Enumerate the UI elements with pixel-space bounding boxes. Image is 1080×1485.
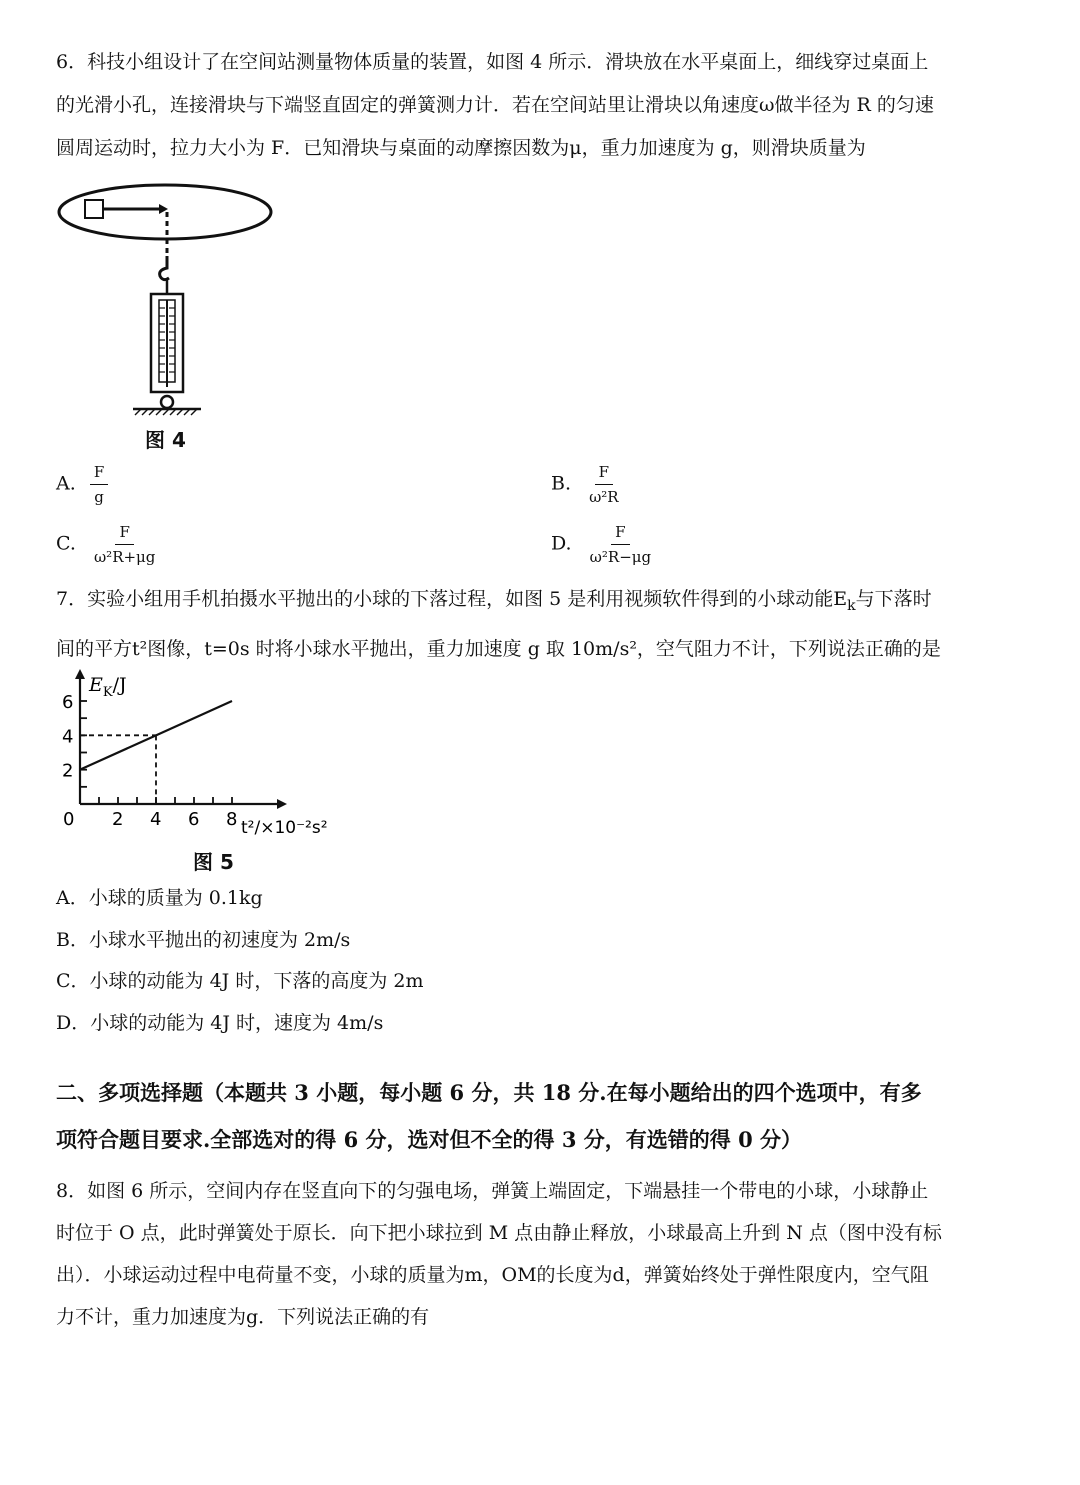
- x-tick-label: 8: [226, 809, 238, 830]
- q6-option-c-label: C.: [56, 532, 76, 555]
- question-6-text: [56, 41, 1046, 170]
- figure-5-caption: 图 5: [193, 850, 234, 874]
- section-2-line-2: 项符合题目要求.全部选对的得 6 分，选对但不全的得 3 分，有选错的得 0 分）: [56, 1127, 803, 1152]
- q6-option-b-label: B.: [551, 472, 572, 495]
- q6-option-c-fraction: [90, 522, 159, 567]
- q6-line-2: 的光滑小孔，连接滑块与下端竖直固定的弹簧测力计．若在空间站里让滑块以角速度ω做半径为 R 的匀速: [56, 94, 934, 116]
- figure-4-apparatus: [55, 182, 295, 422]
- q7-option-a: A．小球的质量为 0.1kg: [56, 887, 263, 909]
- q6-option-d-fraction: [586, 522, 655, 567]
- q6-option-a-label: A.: [56, 472, 76, 495]
- question-8-text: [56, 1170, 1046, 1338]
- q6-option-c-denominator: ω²R+μg: [93, 548, 156, 566]
- q7-option-c: C．小球的动能为 4J 时，下落的高度为 2m: [56, 970, 424, 992]
- chart-series: [80, 701, 232, 804]
- chart-ylabel: [88, 674, 127, 700]
- q6-option-c-numerator: F: [115, 522, 133, 545]
- q6-option-a-denominator: g: [94, 488, 104, 506]
- chart-ylabel-sub: K: [102, 685, 113, 700]
- q6-option-d-label: D.: [551, 532, 572, 555]
- x-axis-arrow: [277, 799, 287, 809]
- q8-line-2: 时位于 O 点，此时弹簧处于原长．向下把小球拉到 M 点由静止释放，小球最高上升到 N 点（图中没有标: [56, 1222, 942, 1244]
- figure-5-chart: [55, 667, 355, 842]
- q7-line-2: 间的平方t²图像，t=0s 时将小球水平抛出，重力加速度 g 取 10m/s²，空气阻力不计，下列说法正确的是: [56, 637, 941, 660]
- x-tick-label: 6: [188, 809, 200, 830]
- q6-option-b: [551, 462, 623, 507]
- q8-line-4: 力不计，重力加速度为g．下列说法正确的有: [56, 1306, 430, 1328]
- bottom-ring: [161, 396, 173, 408]
- q7-line-1-tail: 与下落时: [855, 588, 932, 610]
- chart-ylabel-symbol: E: [89, 674, 103, 696]
- q6-option-b-numerator: F: [595, 462, 613, 485]
- q7-option-b: B．小球水平抛出的初速度为 2m/s: [56, 928, 351, 951]
- x-tick-label: 2: [112, 809, 124, 830]
- q6-line-1: 6．科技小组设计了在空间站测量物体质量的装置，如图 4 所示．滑块放在水平桌面上，细线穿过桌面上: [56, 51, 929, 73]
- question-7-text: [56, 578, 1046, 671]
- q6-line-3: 圆周运动时，拉力大小为 F．已知滑块与桌面的动摩擦因数为μ，重力加速度为 g，则滑块质量为: [56, 137, 866, 159]
- q6-option-d: [551, 522, 655, 567]
- slider-block: [85, 200, 103, 218]
- y-axis-arrow: [75, 669, 85, 679]
- chart-origin-label: 0: [63, 809, 75, 830]
- q8-line-1: 8．如图 6 所示，空间内存在竖直向下的匀强电场，弹簧上端固定，下端悬挂一个带电的小球，小球静止: [56, 1180, 929, 1202]
- q6-option-a-numerator: F: [90, 462, 108, 485]
- q6-option-b-fraction: [585, 462, 623, 507]
- section-2-line-1: 二、多项选择题（本题共 3 小题，每小题 6 分，共 18 分.在每小题给出的四个选项中，有多: [56, 1080, 922, 1105]
- chart-ticks: [62, 692, 237, 830]
- q7-options: [56, 878, 1046, 1044]
- q7-line-1-subscript: k: [847, 597, 856, 614]
- q7-option-d: D．小球的动能为 4J 时，速度为 4m/s: [56, 1011, 384, 1034]
- chart-ylabel-unit: /J: [112, 674, 127, 696]
- q6-option-a-fraction: [90, 462, 108, 507]
- x-tick-label: 4: [150, 809, 162, 830]
- q6-option-c: [56, 522, 159, 567]
- q6-option-a: [56, 462, 108, 507]
- figure-4-caption: 图 4: [145, 428, 186, 452]
- spring-hook: [160, 256, 169, 280]
- q6-option-b-denominator: ω²R: [589, 488, 619, 506]
- q7-line-1-main: 7．实验小组用手机拍摄水平抛出的小球的下落过程，如图 5 是利用视频软件得到的小球动能E: [56, 588, 848, 610]
- q6-option-d-denominator: ω²R−μg: [589, 548, 652, 566]
- q7-line-1: [56, 578, 1046, 628]
- y-tick-label: 2: [62, 760, 74, 782]
- y-tick-label: 6: [62, 692, 74, 713]
- section-2-heading: [56, 1069, 1056, 1163]
- chart-xlabel: t²/×10⁻²s²: [241, 818, 328, 838]
- y-tick-label: 4: [62, 726, 74, 748]
- q8-line-3: 出）．小球运动过程中电荷量不变，小球的质量为m，OM的长度为d，弹簧始终处于弹性限度内，空气阻: [56, 1264, 929, 1286]
- q6-option-d-numerator: F: [611, 522, 629, 545]
